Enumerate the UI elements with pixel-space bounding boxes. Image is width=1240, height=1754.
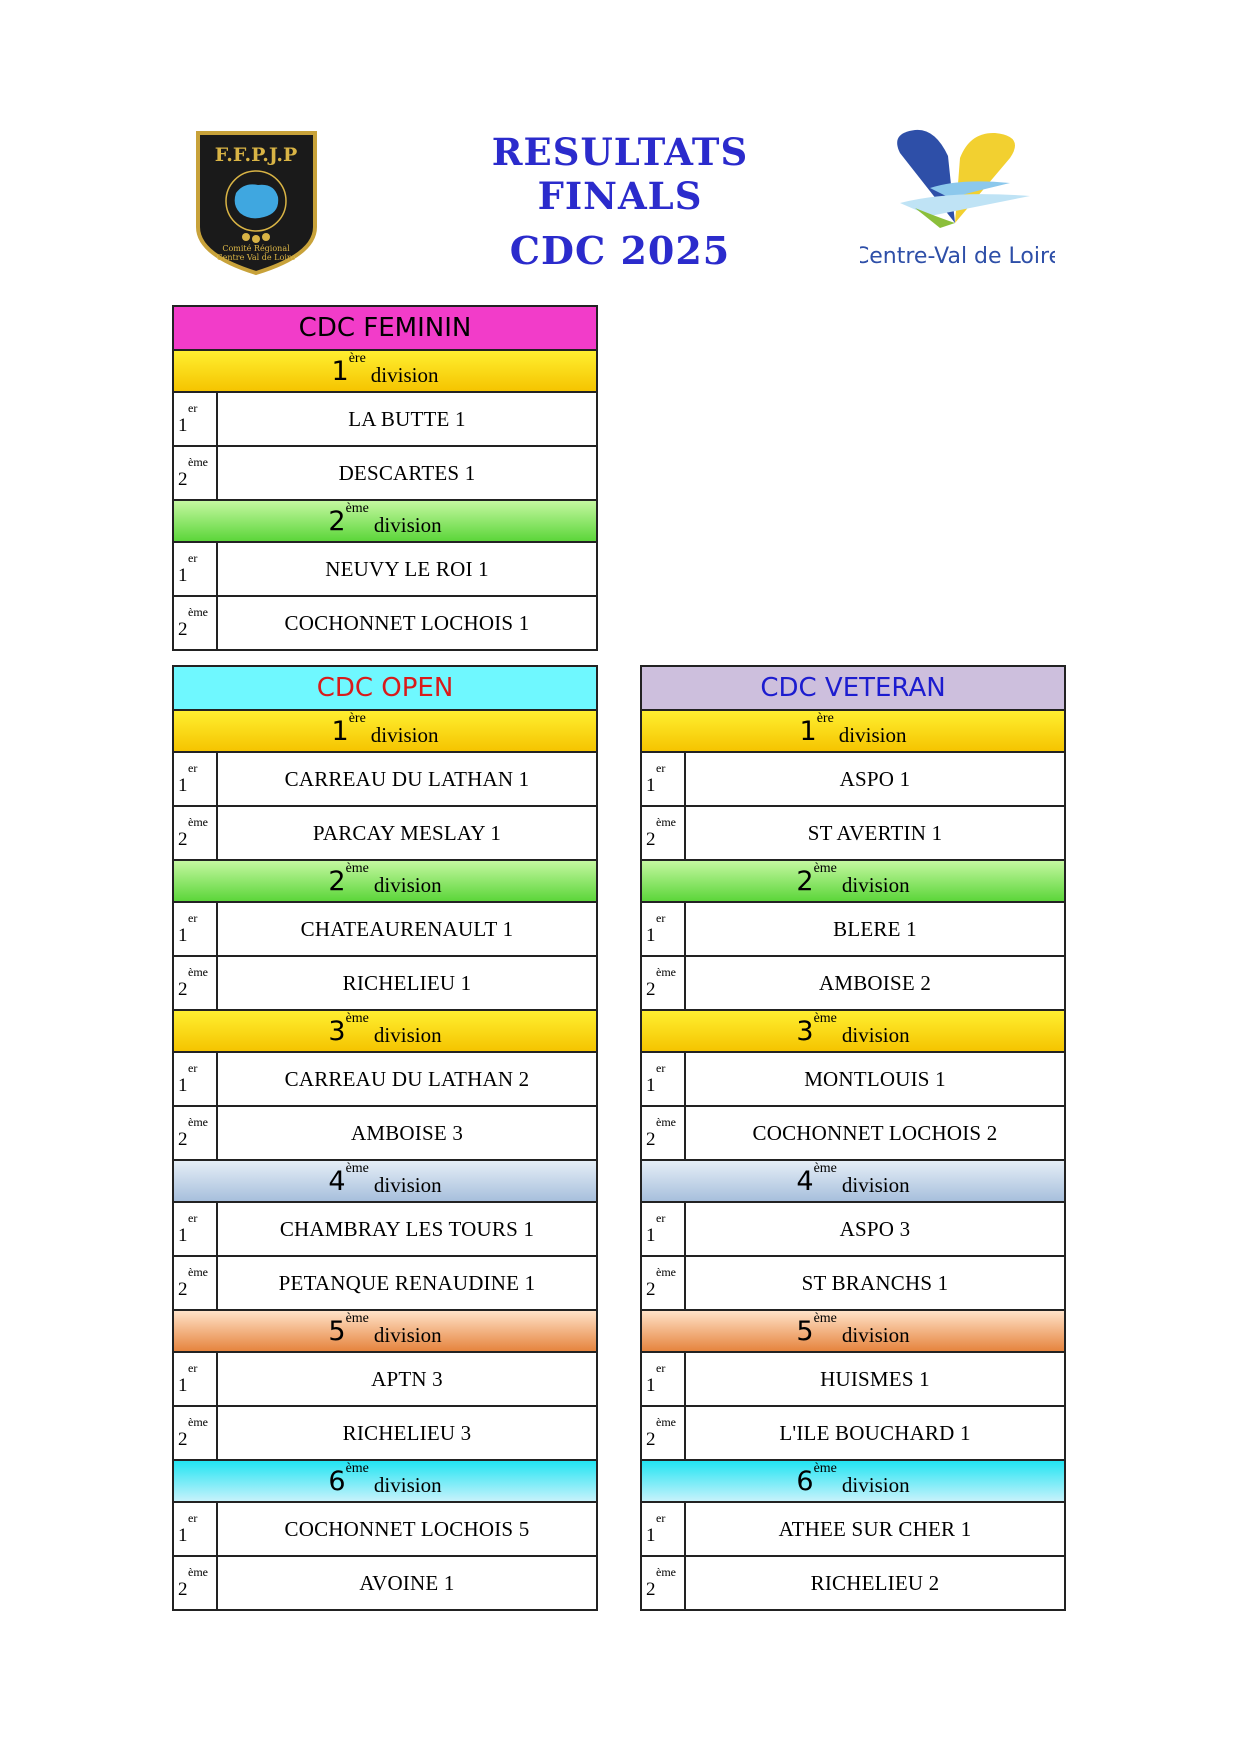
- division-number: 1: [799, 715, 817, 747]
- result-row-second: [174, 1557, 596, 1609]
- division-header: [642, 711, 1064, 753]
- rank-cell: 2 ème: [642, 1557, 686, 1609]
- rank-cell: 2 ème: [174, 957, 218, 1009]
- rank-cell: 1 er: [174, 1503, 218, 1555]
- division-header: [174, 711, 596, 753]
- result-row-first: [174, 1203, 596, 1257]
- rank-cell: 2 ème: [642, 807, 686, 859]
- division-number: 2: [328, 865, 346, 897]
- rank-cell: 2 ème: [174, 1107, 218, 1159]
- team-name: RICHELIEU 3: [342, 1420, 472, 1445]
- rank-cell: 2 ème: [174, 597, 218, 649]
- svg-text:F.F.P.J.P: F.F.P.J.P: [214, 144, 298, 166]
- rank-cell: 2 ème: [642, 957, 686, 1009]
- rank-cell: 1 er: [174, 393, 218, 445]
- result-row-first: [642, 1203, 1064, 1257]
- rank-cell: 2 ème: [174, 807, 218, 859]
- division-label: division: [841, 1322, 910, 1347]
- division-number: 4: [796, 1165, 814, 1197]
- rank-cell: 1 er: [642, 1503, 686, 1555]
- result-row-second: [642, 1407, 1064, 1461]
- result-row-first: [174, 1503, 596, 1557]
- division-label: division: [841, 872, 910, 897]
- division-suffix: ère: [348, 351, 366, 366]
- division-number: 5: [328, 1315, 346, 1347]
- result-row-second: [174, 1407, 596, 1461]
- rank-cell: 1 er: [642, 903, 686, 955]
- team-name: RICHELIEU 1: [342, 970, 472, 995]
- team-name: ATHEE SUR CHER 1: [778, 1516, 972, 1541]
- division-header: [642, 1011, 1064, 1053]
- division-suffix: ème: [813, 1311, 837, 1326]
- team-name: PETANQUE RENAUDINE 1: [278, 1270, 536, 1295]
- rank-cell: 2 ème: [174, 1257, 218, 1309]
- result-row-first: [174, 543, 596, 597]
- division-header: [642, 1311, 1064, 1353]
- team-name: PARCAY MESLAY 1: [312, 820, 502, 845]
- division-suffix: ème: [345, 1011, 369, 1026]
- division-header: [642, 1461, 1064, 1503]
- team-name: COCHONNET LOCHOIS 5: [284, 1516, 530, 1541]
- division-suffix: ème: [345, 1161, 369, 1176]
- team-name: AMBOISE 2: [818, 970, 932, 995]
- division-suffix: ère: [348, 711, 366, 726]
- division-label: division: [373, 1022, 442, 1047]
- rank-cell: 1 er: [174, 543, 218, 595]
- division-number: 2: [796, 865, 814, 897]
- division-header: [174, 1011, 596, 1053]
- feminin-header: CDC FEMININ: [174, 307, 596, 351]
- result-row-second: [642, 807, 1064, 861]
- team-name: HUISMES 1: [820, 1366, 930, 1391]
- division-number: 3: [328, 1015, 346, 1047]
- result-row-second: [642, 1557, 1064, 1609]
- division-header: [174, 1311, 596, 1353]
- division-number: 1: [331, 715, 349, 747]
- division-suffix: ère: [816, 711, 834, 726]
- team-name: APTN 3: [371, 1366, 443, 1391]
- rank-cell: 2 ème: [174, 447, 218, 499]
- open-header: CDC OPEN: [174, 667, 596, 711]
- rank-cell: 1 er: [174, 1353, 218, 1405]
- division-number: 6: [328, 1465, 346, 1497]
- rank-cell: 2 ème: [642, 1257, 686, 1309]
- division-suffix: ème: [345, 1311, 369, 1326]
- rank-cell: 2 ème: [642, 1107, 686, 1159]
- result-row-second: [642, 1107, 1064, 1161]
- division-header: [174, 861, 596, 903]
- rank-cell: 1 er: [642, 1053, 686, 1105]
- result-row-second: [174, 1257, 596, 1311]
- feminin-table: [172, 305, 598, 651]
- division-suffix: ème: [345, 1461, 369, 1476]
- team-name: ST AVERTIN 1: [807, 820, 943, 845]
- result-row-first: [174, 753, 596, 807]
- division-header: [642, 1161, 1064, 1203]
- result-row-first: [642, 753, 1064, 807]
- division-suffix: ème: [345, 501, 369, 516]
- svg-text:Centre-Val de Loire: Centre-Val de Loire: [860, 244, 1055, 269]
- division-label: division: [370, 362, 439, 387]
- division-number: 1: [331, 355, 349, 387]
- division-number: 3: [796, 1015, 814, 1047]
- team-name: RICHELIEU 2: [810, 1570, 940, 1595]
- team-name: NEUVY LE ROI 1: [325, 556, 489, 581]
- division-suffix: ème: [813, 1161, 837, 1176]
- division-label: division: [370, 722, 439, 747]
- rank-cell: 1 er: [174, 903, 218, 955]
- division-suffix: ème: [813, 1461, 837, 1476]
- team-name: COCHONNET LOCHOIS 1: [284, 610, 530, 635]
- svg-text:Comité Régional: Comité Régional: [222, 244, 290, 253]
- result-row-first: [642, 903, 1064, 957]
- result-row-second: [174, 447, 596, 501]
- result-row-second: [642, 1257, 1064, 1311]
- division-suffix: ème: [813, 861, 837, 876]
- team-name: ASPO 1: [839, 766, 911, 791]
- division-label: division: [838, 722, 907, 747]
- division-label: division: [373, 872, 442, 897]
- division-number: 6: [796, 1465, 814, 1497]
- division-number: 5: [796, 1315, 814, 1347]
- team-name: AVOINE 1: [359, 1570, 455, 1595]
- veteran-table: [640, 665, 1066, 1611]
- rank-cell: 1 er: [174, 753, 218, 805]
- svg-text:Centre Val de Loire: Centre Val de Loire: [216, 253, 296, 262]
- open-table: [172, 665, 598, 1611]
- result-row-second: [174, 807, 596, 861]
- page-title: RESULTATS FINALS: [491, 130, 749, 218]
- team-name: ASPO 3: [839, 1216, 911, 1241]
- division-label: division: [841, 1172, 910, 1197]
- division-header: [174, 1161, 596, 1203]
- division-label: division: [373, 1472, 442, 1497]
- team-name: CHATEAURENAULT 1: [300, 916, 514, 941]
- rank-cell: 1 er: [642, 1353, 686, 1405]
- team-name: DESCARTES 1: [338, 460, 476, 485]
- division-number: 2: [328, 505, 346, 537]
- team-name: CARREAU DU LATHAN 1: [284, 766, 530, 791]
- division-header: [174, 501, 596, 543]
- rank-cell: 2 ème: [174, 1557, 218, 1609]
- region-logo: [860, 128, 1055, 273]
- division-header: [642, 861, 1064, 903]
- team-name: ST BRANCHS 1: [801, 1270, 949, 1295]
- team-name: MONTLOUIS 1: [804, 1066, 946, 1091]
- rank-cell: 1 er: [642, 1203, 686, 1255]
- result-row-first: [174, 393, 596, 447]
- ffpjp-logo: [194, 127, 319, 277]
- result-row-first: [174, 1353, 596, 1407]
- division-suffix: ème: [813, 1011, 837, 1026]
- division-header: [174, 1461, 596, 1503]
- team-name: AMBOISE 3: [350, 1120, 464, 1145]
- division-suffix: ème: [345, 861, 369, 876]
- result-row-first: [642, 1503, 1064, 1557]
- team-name: CHAMBRAY LES TOURS 1: [279, 1216, 535, 1241]
- rank-cell: 2 ème: [642, 1407, 686, 1459]
- result-row-second: [174, 1107, 596, 1161]
- division-number: 4: [328, 1165, 346, 1197]
- division-label: division: [373, 512, 442, 537]
- result-row-first: [642, 1053, 1064, 1107]
- result-row-second: [174, 957, 596, 1011]
- division-label: division: [373, 1172, 442, 1197]
- page-subtitle: CDC 2025: [509, 228, 731, 273]
- result-row-second: [642, 957, 1064, 1011]
- division-header: [174, 351, 596, 393]
- rank-cell: 2 ème: [174, 1407, 218, 1459]
- result-row-first: [642, 1353, 1064, 1407]
- team-name: L'ILE BOUCHARD 1: [779, 1420, 971, 1445]
- result-row-first: [174, 1053, 596, 1107]
- veteran-header: CDC VETERAN: [642, 667, 1064, 711]
- team-name: CARREAU DU LATHAN 2: [284, 1066, 530, 1091]
- rank-cell: 1 er: [174, 1203, 218, 1255]
- rank-cell: 1 er: [174, 1053, 218, 1105]
- division-label: division: [373, 1322, 442, 1347]
- result-row-second: [174, 597, 596, 649]
- division-label: division: [841, 1472, 910, 1497]
- team-name: BLERE 1: [833, 916, 917, 941]
- rank-cell: 1 er: [642, 753, 686, 805]
- division-label: division: [841, 1022, 910, 1047]
- team-name: COCHONNET LOCHOIS 2: [752, 1120, 998, 1145]
- team-name: LA BUTTE 1: [348, 406, 466, 431]
- result-row-first: [174, 903, 596, 957]
